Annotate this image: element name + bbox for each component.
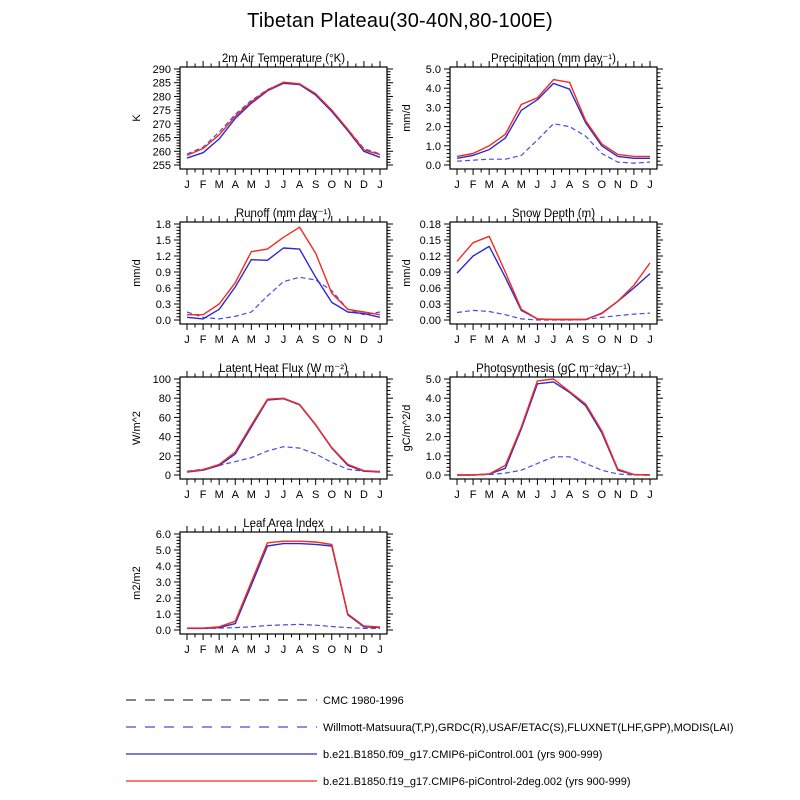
y-tick-label: 285: [152, 77, 171, 90]
y-tick-label: 0.03: [419, 299, 441, 311]
series-line-f09: [187, 248, 380, 319]
y-tick-label: 80: [158, 393, 171, 406]
x-tick-label: J: [454, 179, 460, 191]
x-tick-label: M: [484, 179, 494, 191]
y-tick-label: 290: [152, 64, 171, 76]
legend-label: Willmott-Matsuura(T,P),GRDC(R),USAF/ETAC(S),FLUXNET(LHF,GPP),MODIS(LAI): [323, 722, 734, 734]
x-tick-label: M: [214, 644, 224, 656]
y-tick-label: 20: [158, 450, 171, 463]
x-tick-label: N: [343, 644, 352, 656]
x-tick-label: O: [597, 334, 607, 346]
panel-leaf-area-index: [131, 518, 393, 656]
legend-item: [126, 695, 404, 707]
series-line-f19: [187, 227, 380, 315]
x-tick-label: A: [295, 334, 304, 346]
x-tick-label: F: [469, 489, 477, 501]
panel-snow-depth: [401, 208, 663, 346]
x-tick-label: J: [184, 489, 190, 501]
series-line-obs: [457, 457, 650, 475]
x-tick-label: O: [327, 489, 337, 501]
x-tick-label: J: [184, 334, 190, 346]
y-tick-label: 2.0: [425, 431, 441, 444]
x-tick-label: O: [597, 179, 607, 191]
x-tick-label: D: [359, 644, 368, 656]
series-line-f19: [187, 541, 380, 628]
series-line-f19: [457, 379, 650, 475]
x-tick-label: D: [629, 179, 638, 191]
y-tick-label: 0.09: [419, 267, 441, 279]
x-tick-label: F: [199, 334, 207, 346]
x-tick-label: J: [534, 334, 541, 346]
x-tick-label: D: [629, 334, 638, 346]
x-tick-label: S: [581, 334, 590, 346]
y-tick-label: 60: [158, 412, 171, 425]
x-tick-label: A: [501, 179, 509, 191]
x-tick-label: J: [377, 334, 383, 346]
panel-photosynthesis: [401, 363, 663, 501]
y-axis-label: mm/d: [401, 104, 413, 132]
series-line-obs: [187, 83, 380, 154]
y-tick-label: 0.06: [419, 283, 441, 295]
x-tick-label: N: [343, 179, 352, 191]
y-tick-label: 40: [158, 431, 171, 444]
y-tick-label: 2.0: [155, 593, 171, 605]
y-tick-label: 1.2: [155, 251, 171, 263]
x-tick-label: J: [377, 644, 383, 656]
y-tick-label: 0.12: [419, 251, 441, 263]
y-tick-label: 4.0: [155, 561, 171, 573]
y-tick-label: 0.3: [155, 299, 171, 311]
y-tick-label: 6.0: [155, 529, 171, 541]
panel-title: Latent Heat Flux (W m⁻²): [219, 363, 348, 375]
y-tick-label: 0: [164, 470, 171, 482]
x-tick-label: O: [327, 334, 337, 346]
x-tick-label: F: [199, 179, 207, 191]
legend-item: [126, 776, 631, 788]
x-tick-label: O: [327, 179, 337, 191]
x-tick-label: D: [629, 489, 638, 501]
x-tick-label: A: [501, 489, 509, 501]
x-tick-label: O: [327, 644, 337, 656]
plot-frame: [180, 532, 387, 634]
series-line-f09: [457, 382, 650, 475]
y-tick-label: 0.15: [419, 235, 441, 247]
x-tick-label: A: [231, 334, 239, 346]
x-tick-label: J: [454, 334, 460, 346]
panel-title: Runoff (mm day⁻¹): [235, 208, 332, 220]
y-tick-label: 0.00: [419, 315, 441, 327]
y-tick-label: 255: [152, 160, 171, 172]
x-tick-label: J: [534, 179, 541, 191]
plot-frame: [450, 67, 657, 169]
y-tick-label: 3.0: [425, 412, 441, 425]
x-tick-label: J: [647, 489, 653, 501]
x-tick-label: O: [597, 489, 607, 501]
x-tick-label: N: [613, 179, 622, 191]
series-line-f09: [187, 83, 380, 158]
x-tick-label: S: [311, 334, 320, 346]
x-tick-label: F: [199, 644, 207, 656]
y-tick-label: 0.18: [419, 219, 441, 231]
y-tick-label: 0.0: [425, 470, 441, 482]
x-tick-label: F: [469, 179, 477, 191]
legend-label: b.e21.B1850.f19_g17.CMIP6-piControl-2deg.002 (yrs 900-999): [323, 776, 631, 788]
x-tick-label: J: [647, 334, 653, 346]
x-tick-label: J: [534, 489, 541, 501]
x-tick-label: J: [377, 489, 383, 501]
x-tick-label: S: [581, 179, 590, 191]
x-tick-label: J: [280, 179, 287, 191]
x-tick-label: J: [280, 334, 287, 346]
panel-title: Precipitation (mm day⁻¹): [491, 53, 616, 65]
x-tick-label: J: [184, 644, 190, 656]
y-tick-label: 5.0: [425, 374, 441, 386]
y-tick-label: 1.8: [155, 219, 171, 231]
y-axis-label: mm/d: [401, 259, 413, 287]
x-tick-label: S: [311, 644, 320, 656]
x-tick-label: M: [516, 334, 526, 346]
panel-title: 2m Air Temperature (°K): [221, 53, 346, 65]
legend-item: [126, 722, 734, 734]
x-tick-label: J: [264, 334, 271, 346]
y-tick-label: 0.0: [155, 625, 171, 637]
page-title: Tibetan Plateau(30-40N,80-100E): [247, 10, 553, 32]
y-tick-label: 0.6: [155, 283, 171, 295]
x-tick-label: A: [565, 334, 574, 346]
y-tick-label: 4.0: [425, 83, 441, 96]
x-tick-label: M: [246, 489, 256, 501]
x-tick-label: D: [359, 489, 368, 501]
series-line-f19: [457, 80, 650, 157]
series-line-obs: [187, 447, 380, 472]
x-tick-label: S: [311, 179, 320, 191]
panel-precipitation: [401, 53, 663, 191]
x-tick-label: F: [469, 334, 477, 346]
x-tick-label: N: [613, 334, 622, 346]
y-axis-label: m2/m2: [131, 566, 143, 600]
series-line-obs: [457, 310, 650, 320]
series-line-f19: [187, 82, 380, 155]
y-tick-label: 100: [152, 374, 171, 386]
x-tick-label: M: [484, 334, 494, 346]
x-tick-label: A: [231, 489, 239, 501]
y-tick-label: 5.0: [425, 64, 441, 76]
y-tick-label: 275: [152, 105, 171, 118]
x-tick-label: A: [231, 644, 239, 656]
series-line-f19: [187, 398, 380, 471]
y-tick-label: 0.0: [155, 315, 171, 327]
y-tick-label: 1.0: [425, 450, 441, 463]
x-tick-label: J: [647, 179, 653, 191]
x-tick-label: J: [550, 334, 557, 346]
x-tick-label: A: [231, 179, 239, 191]
x-tick-label: M: [516, 489, 526, 501]
x-tick-label: A: [501, 334, 509, 346]
y-tick-label: 4.0: [425, 393, 441, 406]
y-tick-label: 260: [152, 146, 171, 159]
x-tick-label: J: [264, 644, 271, 656]
x-tick-label: F: [199, 489, 207, 501]
x-tick-label: M: [246, 644, 256, 656]
x-tick-label: J: [280, 489, 287, 501]
x-tick-label: A: [295, 489, 304, 501]
x-tick-label: D: [359, 334, 368, 346]
plot-frame: [450, 377, 657, 479]
x-tick-label: J: [550, 489, 557, 501]
panel-title: Photosynthesis (gC m⁻²day⁻¹): [476, 363, 631, 375]
x-tick-label: M: [214, 489, 224, 501]
y-tick-label: 1.5: [155, 235, 171, 247]
x-tick-label: N: [613, 489, 622, 501]
x-tick-label: J: [550, 179, 557, 191]
y-tick-label: 265: [152, 132, 171, 145]
y-axis-label: W/m^2: [131, 411, 143, 445]
x-tick-label: N: [343, 334, 352, 346]
panel-latent-heat-flux: [131, 363, 393, 501]
x-tick-label: J: [454, 489, 460, 501]
x-tick-label: S: [311, 489, 320, 501]
x-tick-label: M: [484, 489, 494, 501]
x-tick-label: M: [214, 179, 224, 191]
x-tick-label: M: [246, 179, 256, 191]
y-axis-label: mm/d: [131, 259, 143, 287]
legend-label: CMC 1980-1996: [323, 695, 404, 707]
x-tick-label: M: [516, 179, 526, 191]
y-axis-label: K: [131, 114, 143, 122]
x-tick-label: J: [264, 179, 271, 191]
y-tick-label: 0.9: [155, 267, 171, 279]
y-axis-label: gC/m^2/d: [401, 404, 413, 452]
y-tick-label: 3.0: [155, 577, 171, 589]
x-tick-label: M: [214, 334, 224, 346]
panel-title: Snow Depth (m): [511, 208, 596, 220]
panel-title: Leaf Area Index: [243, 518, 324, 530]
panel-runoff: [131, 208, 393, 346]
y-tick-label: 270: [152, 118, 171, 131]
x-tick-label: J: [280, 644, 287, 656]
y-tick-label: 0.0: [425, 160, 441, 172]
x-tick-label: D: [359, 179, 368, 191]
x-tick-label: A: [565, 489, 574, 501]
x-tick-label: N: [343, 489, 352, 501]
legend-item: [126, 749, 602, 761]
panel-air-temperature: [131, 53, 393, 191]
y-tick-label: 5.0: [155, 545, 171, 557]
legend-label: b.e21.B1850.f09_g17.CMIP6-piControl.001 (yrs 900-999): [323, 749, 603, 761]
x-tick-label: J: [377, 179, 383, 191]
y-tick-label: 3.0: [425, 102, 441, 115]
x-tick-label: A: [295, 179, 304, 191]
x-tick-label: J: [264, 489, 271, 501]
x-tick-label: J: [184, 179, 190, 191]
y-tick-label: 1.0: [425, 140, 441, 153]
y-tick-label: 2.0: [425, 121, 441, 134]
plot-frame: [450, 222, 657, 324]
x-tick-label: A: [565, 179, 574, 191]
y-tick-label: 1.0: [155, 609, 171, 621]
series-line-f09: [457, 246, 650, 319]
y-tick-label: 280: [152, 91, 171, 104]
x-tick-label: M: [246, 334, 256, 346]
plot-frame: [180, 377, 387, 479]
x-tick-label: S: [581, 489, 590, 501]
x-tick-label: A: [295, 644, 304, 656]
series-line-f09: [187, 399, 380, 472]
